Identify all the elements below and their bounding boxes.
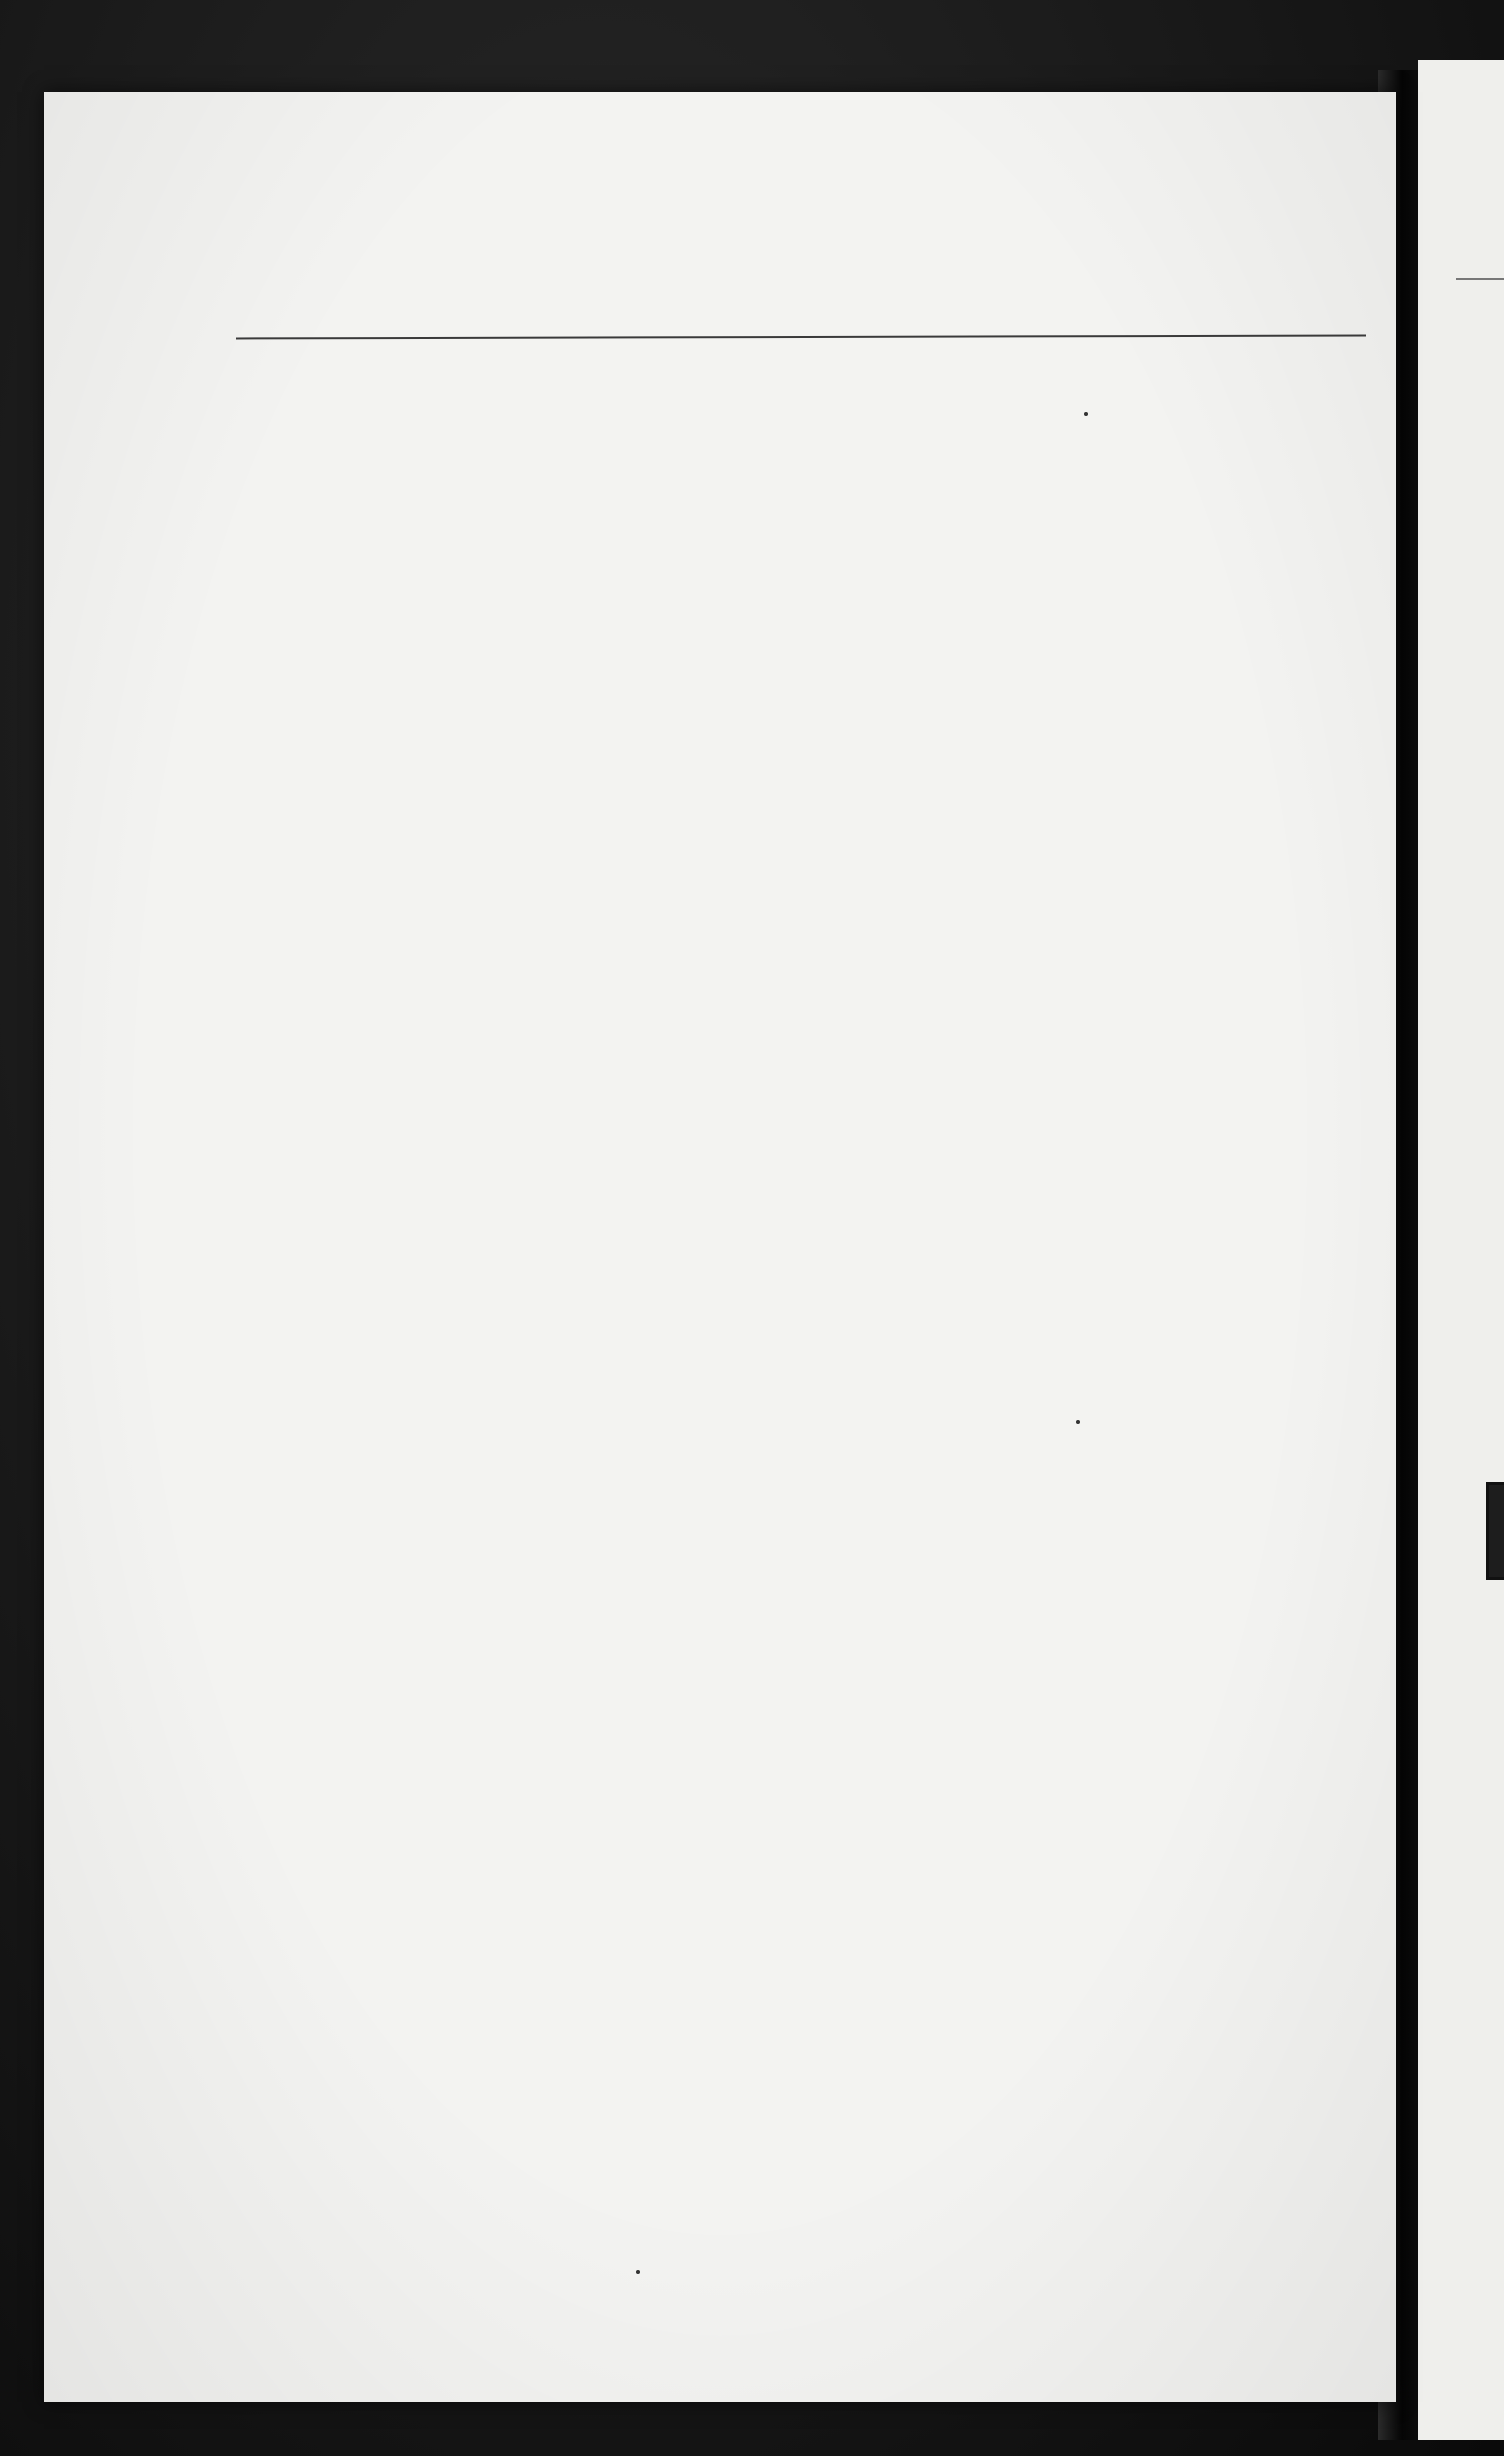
adjacent-page-ornament	[1486, 1482, 1504, 1580]
book-page	[44, 92, 1396, 2402]
page-header	[236, 255, 1366, 305]
adjacent-page-rule	[1456, 278, 1504, 280]
ink-speck	[1084, 412, 1088, 416]
ink-speck	[636, 2270, 640, 2274]
ink-speck	[1076, 1420, 1080, 1424]
adjacent-page	[1418, 60, 1504, 2440]
